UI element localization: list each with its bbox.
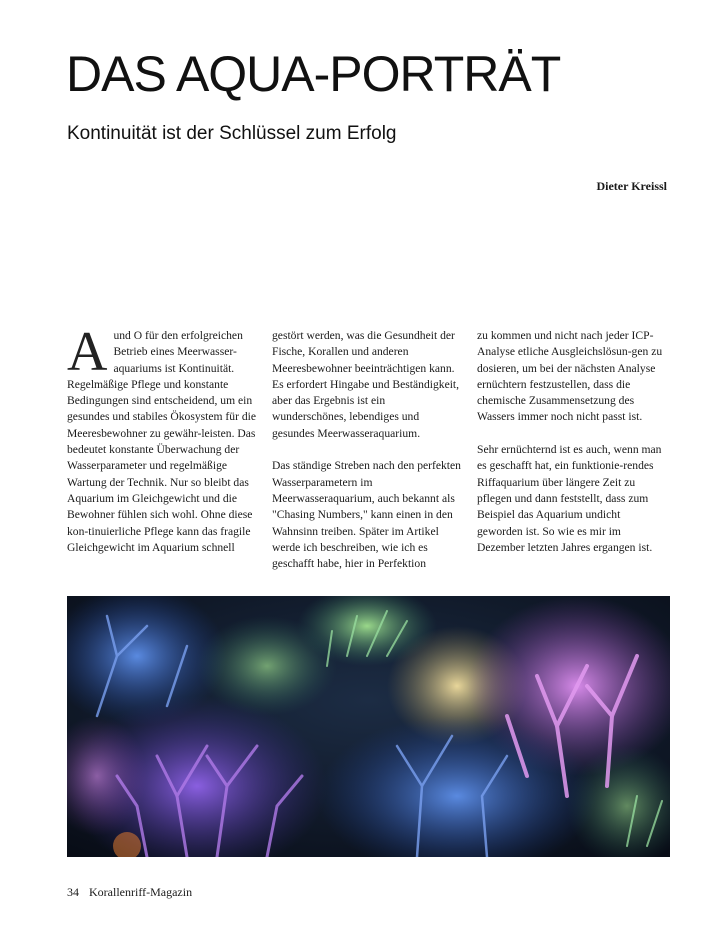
page-subtitle: Kontinuität ist der Schlüssel zum Erfolg xyxy=(67,123,397,144)
drop-cap: A xyxy=(67,321,108,383)
magazine-name: Korallenriff-Magazin xyxy=(89,885,193,899)
coral-reef-photo xyxy=(67,596,670,857)
column-3-paragraph-1: zu kommen und nicht nach jeder ICP-Analyse etliche Ausgleichslösun-gen zu dosieren, um bei der nächsten Analyse ernüchtern festzustellen, dass die chemische Zusammensetzung des Wassers immer noch nicht passt ist. xyxy=(477,329,663,424)
column-2-paragraph-2: Das ständige Streben nach den perfekten Wasserparametern im Meerwasseraquarium, auch bekannt als "Chasing Numbers," kann einen in den Wahnsinn treiben. Später im Artikel werde ich beschreiben, wie ich es geschafft habe, hier in Perfektion xyxy=(272,459,461,571)
page-title: DAS AQUA-PORTRÄT xyxy=(66,46,561,102)
page-number: 34 xyxy=(67,885,79,899)
article-column-3 xyxy=(477,328,667,556)
column-1-text: und O für den erfolgreichen Betrieb eines Meerwasser-aquariums ist Kontinuität. Regelmäßige Pflege und konstante Bedingungen sind entscheidend, um ein gesundes und stabiles Ökosystem für die Meeresbewohner zu gewähr-leisten. Das bedeutet konstante Überwachung der Wasserparameter und regelmäßige Wartung der Technik. Nur so bleibt das Aquarium im Gleichgewicht und die Bewohner fühlen sich wohl. Ohne diese kon-tinuierliche Pflege kann das fragile Gleichgewicht im Aquarium schnell xyxy=(67,329,257,554)
page-footer xyxy=(67,884,192,900)
author-name: Dieter Kreissl xyxy=(596,179,667,193)
column-2-paragraph-1: gestört werden, was die Gesundheit der Fische, Korallen und anderen Meeresbewohner beeinträchtigen kann. Es erfordert Hingabe und Beständigkeit, aber das Ergebnis ist ein wunderschönes, lebendiges und gesundes Meerwasseraquarium. xyxy=(272,329,460,440)
article-column-2 xyxy=(272,328,462,572)
column-3-paragraph-2: Sehr ernüchternd ist es auch, wenn man es geschafft hat, ein funktionie-rendes Riffaquarium über längere Zeit zu pflegen und dann feststellt, dass zum Beispiel das Aquarium undicht geworden ist. So wie es mir im Dezember letzten Jahres ergangen ist. xyxy=(477,443,662,554)
article-column-1 xyxy=(67,321,257,556)
